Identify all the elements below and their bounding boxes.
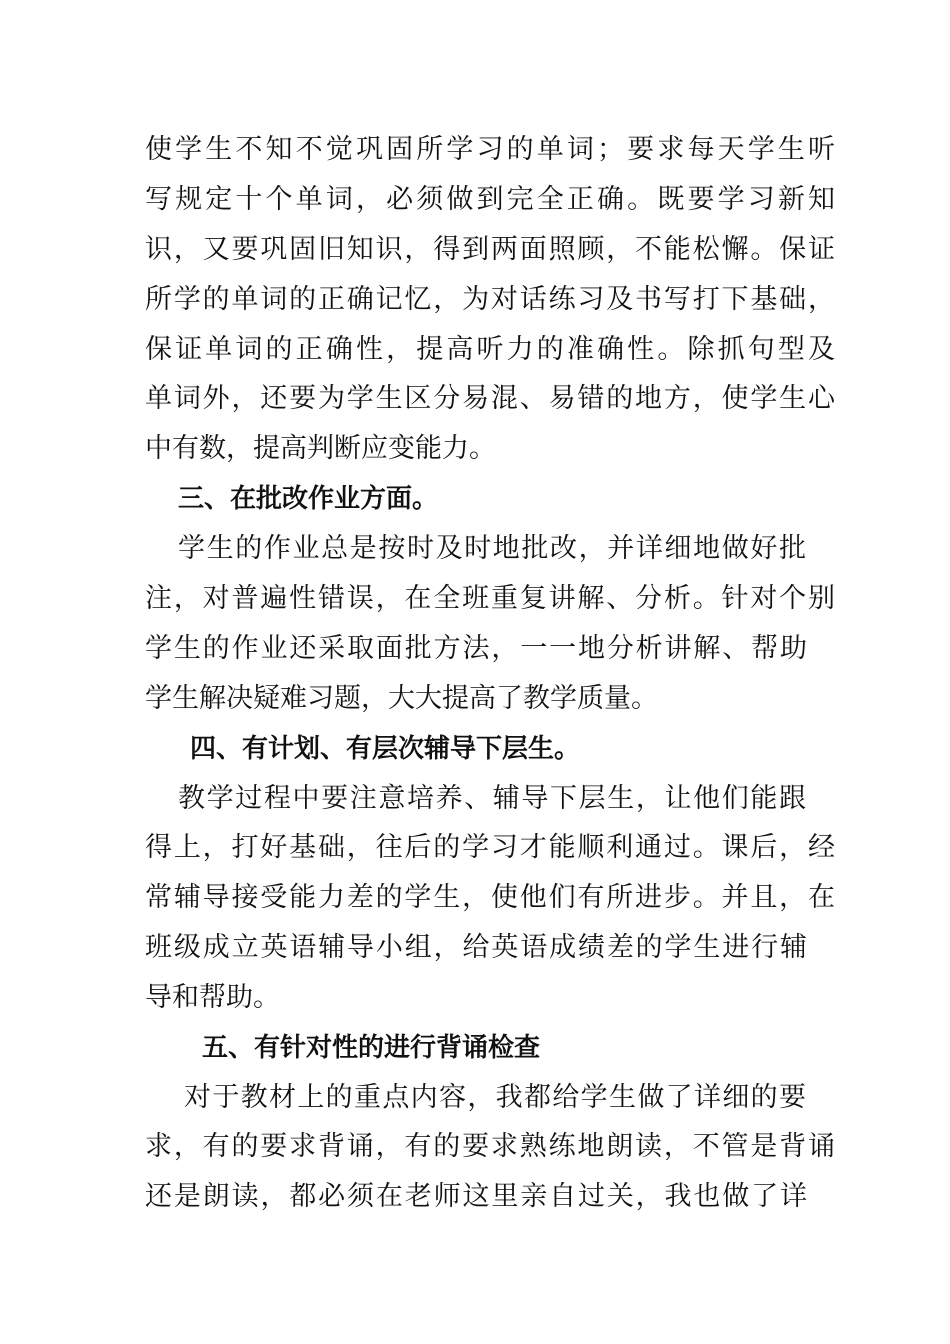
paragraph-line: 导和帮助。 [145, 982, 280, 1013]
paragraph-line: 所学的单词的正确记忆，为对话练习及书写打下基础， [145, 284, 835, 315]
section-heading: 四、有计划、有层次辅导下层生。 [190, 734, 581, 764]
paragraph-line: 使学生不知不觉巩固所学习的单词；要求每天学生听 [145, 134, 835, 165]
paragraph-line: 求，有的要求背诵，有的要求熟练地朗读，不管是背诵 [145, 1131, 835, 1162]
paragraph-line: 写规定十个单词，必须做到完全正确。既要学习新知 [145, 184, 835, 215]
section-heading: 五、有针对性的进行背诵检查 [202, 1033, 541, 1063]
paragraph-line: 学生的作业总是按时及时地批改，并详细地做好批 [178, 533, 806, 564]
paragraph-line: 学生解决疑难习题，大大提高了教学质量。 [145, 683, 658, 714]
paragraph-line: 单词外，还要为学生区分易混、易错的地方，使学生心 [145, 383, 835, 414]
paragraph-line: 识，又要巩固旧知识，得到两面照顾，不能松懈。保证 [145, 234, 835, 265]
paragraph-line: 得上，打好基础，往后的学习才能顺利通过。课后，经 [145, 832, 835, 863]
paragraph-line: 班级成立英语辅导小组，给英语成绩差的学生进行辅 [145, 932, 807, 963]
paragraph-line: 保证单词的正确性，提高听力的准确性。除抓句型及 [145, 334, 835, 365]
paragraph-line: 常辅导接受能力差的学生，使他们有所进步。并且，在 [145, 882, 835, 913]
paragraph-line: 注，对普遍性错误，在全班重复讲解、分析。针对个别 [145, 583, 835, 614]
paragraph-line: 中有数，提高判断应变能力。 [145, 433, 496, 464]
paragraph-line: 还是朗读，都必须在老师这里亲自过关，我也做了详 [145, 1181, 807, 1212]
paragraph-line: 对于教材上的重点内容，我都给学生做了详细的要 [184, 1082, 806, 1113]
paragraph-line: 学生的作业还采取面批方法，一一地分析讲解、帮助 [145, 633, 807, 664]
paragraph-line: 教学过程中要注意培养、辅导下层生，让他们能跟 [178, 783, 806, 814]
section-heading: 三、在批改作业方面。 [178, 484, 439, 514]
